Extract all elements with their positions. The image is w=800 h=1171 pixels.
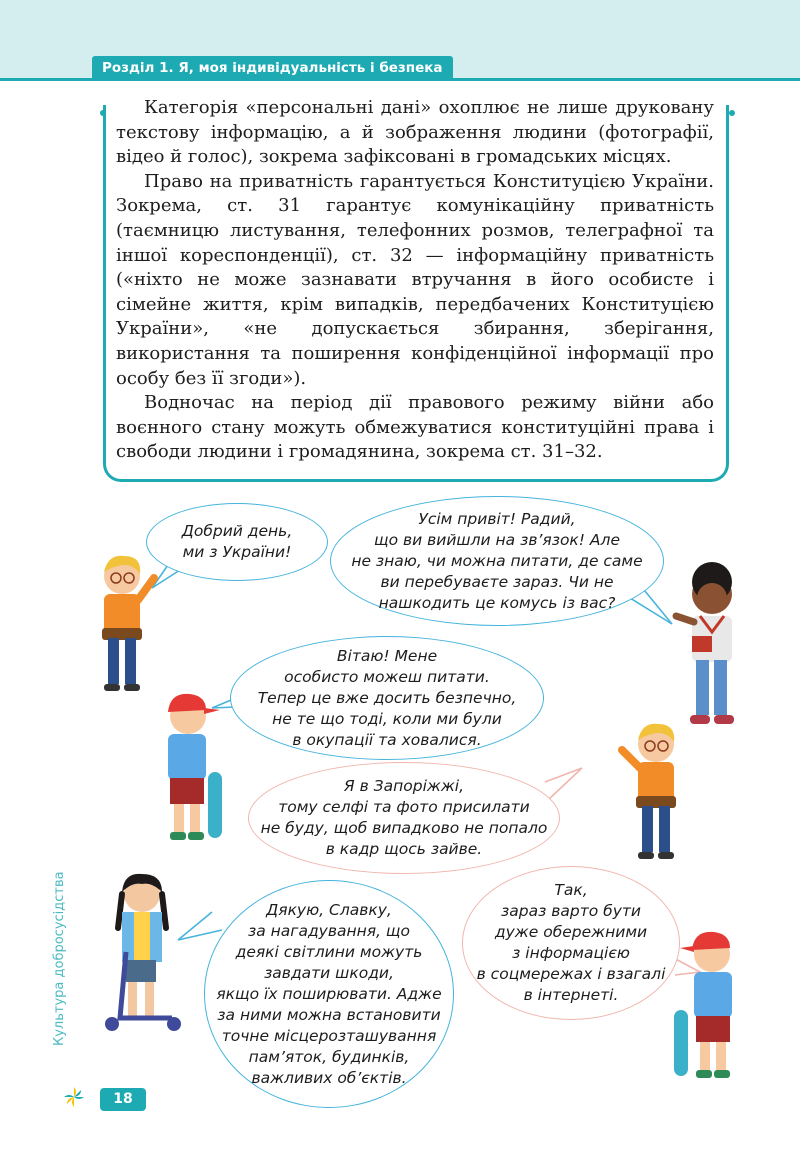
boy-blond-right-illustration: [612, 716, 692, 866]
frame-dot-right: [729, 110, 735, 116]
sidebar-section-title: Культура добросусідства: [52, 871, 67, 1046]
boy-red-cap-illustration: [148, 686, 238, 846]
speech-bubble-1: [146, 503, 328, 581]
bubble-2-text: Усім привіт! Радий, що ви вийшли на зв’язок! Але не знаю, чи можна питати, де саме ви перебуваєте зараз. Чи не нашкодить це комусь із вас?: [351, 509, 643, 612]
info-text: [116, 96, 714, 465]
bubble-4-text: Я в Запоріжжі, тому селфі та фото присилати не буду, щоб випадково не попало в кадр щось зайве.: [260, 777, 548, 858]
boy-red-cap-right-illustration: [662, 924, 752, 1084]
boy-curly-illustration: [664, 560, 754, 735]
speech-bubble-5: [204, 880, 454, 1108]
page-number: 18: [100, 1088, 146, 1111]
paragraph-1: Категорія «персональні дані» охоплює не лише друковану текстову інформацію, а й зображення людини (фотографії, відео й голос), зокрема зафіксовані в громадських місцях.: [116, 97, 714, 168]
speech-bubble-3: [230, 636, 544, 760]
speech-bubble-2: [330, 496, 664, 626]
tail-b4: [545, 768, 582, 800]
boy-blond-illustration: [82, 548, 162, 698]
speech-bubble-6: [462, 866, 680, 1020]
bubble-1-text: Добрий день, ми з України!: [181, 522, 293, 561]
bubble-3-text: Вітаю! Мене особисто можеш питати. Тепер це вже досить безпечно, не те що тоді, коли ми були в окупації та ховалися.: [257, 646, 517, 749]
bubble-5-text: Дякую, Славку, за нагадування, що деякі світлини можуть завдати шкоди, якщо їх поширювати. Адже за ними можна встановити точне місцерозташування пам’яток, будинків, важливих об’єктів.: [216, 900, 442, 1087]
speech-bubble-4: [248, 762, 560, 874]
bubble-6-text: Так, зараз варто бути дуже обережними з інформацією в соцмережах і взагалі в інтернеті.: [476, 881, 666, 1004]
chapter-title: Розділ 1. Я, моя індивідуальність і безпека: [92, 56, 453, 80]
frame-dot-left: [100, 110, 106, 116]
paragraph-2: Право на приватність гарантується Конституцією України. Зокрема, ст. 31 гарантує комунікаційну приватність (таємницю листування, телефонних розмов, телеграфної та іншої кореспонденції), ст. 32 — інформаційну приватність («ніхто не може зазнавати втручання в його особисте і сімейне життя, крім випадків, передбачених Конституцією України», «не допускається збирання, зберігання, використання та поширення конфіденційної інформації про особу без її згоди»).: [116, 170, 714, 389]
girl-scooter-illustration: [92, 868, 192, 1038]
paragraph-3: Водночас на період дії правового режиму війни або воєнного стану можуть обмежуватися конституційні права і свободи людини і громадянина, зокрема ст. 31–32.: [116, 392, 714, 463]
flower-icon: [62, 1085, 86, 1109]
